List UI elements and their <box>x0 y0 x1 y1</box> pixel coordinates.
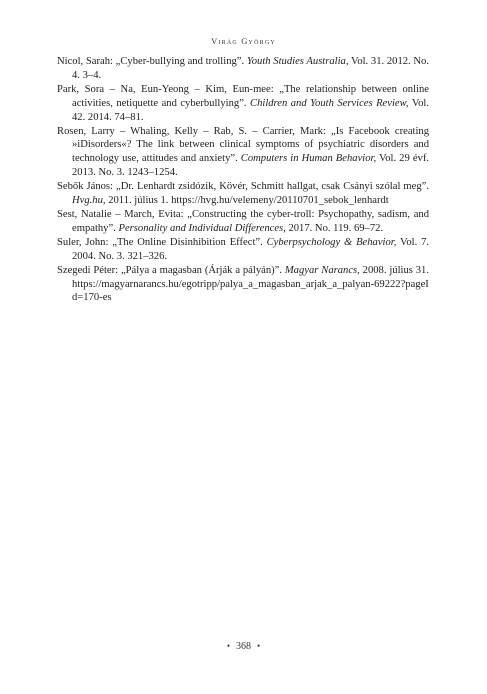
entry-journal: Youth Studies Australia, <box>246 56 349 67</box>
page-number-value: 368 <box>236 641 251 652</box>
page-number <box>0 641 487 652</box>
entry-details: Vol. 42. 2014. 74–81. <box>72 97 429 123</box>
entry-journal: Hvg.hu, <box>72 195 106 207</box>
entry-journal: Children and Youth Services Review, <box>250 97 409 109</box>
entry-details: 2011. július 1. https://hvg.hu/velemeny/20110701_sebok_lenhardt <box>105 195 389 207</box>
entry-text: Rosen, Larry – Whaling, Kelly – Rab, S. – Carrier, Mark: „Is Facebook creating »iDisorders«? The link between clinical symptoms of psychiatric disorders and technology use, attitudes and anxiety”. <box>57 125 429 165</box>
entry-text: Park, Sora – Na, Eun-Yeong – Kim, Eun-mee: „The relationship between online activities, netiquette and cyberbullying”. <box>57 83 429 109</box>
entry-text: Sest, Natalie – March, Evita: „Constructing the cyber-troll: Psychopathy, sadism, and empathy”. <box>57 208 429 234</box>
bibliography-entry-sebok <box>57 180 429 208</box>
bibliography-entry-park <box>57 83 429 125</box>
entry-details: Vol. 7. 2004. No. 3. 321–326. <box>72 236 430 262</box>
entry-details: Vol. 31. 2012. No. 4. 3–4. <box>72 56 429 81</box>
entry-journal: Computers in Human Behavior, <box>240 153 377 165</box>
bibliography-entry-rosen <box>57 125 429 181</box>
entry-text: Szegedi Péter: „Pálya a magasban (Árják a pályán)”. <box>57 264 285 276</box>
entry-details: 2008. július 31. https://magyarnarancs.hu/egotripp/palya_a_magasban_arjak_a_palyan-69222?pageId=170-es <box>72 264 429 304</box>
bullet-ornament-right: • <box>257 641 261 651</box>
bibliography-entry-sest <box>57 208 429 236</box>
entry-details: Vol. 29 évf. 2013. No. 3. 1243–1254. <box>72 153 429 179</box>
bibliography-entry-nicol <box>57 55 429 83</box>
running-header-author: Virág György <box>211 36 276 46</box>
entry-text: Nicol, Sarah: „Cyber-bullying and trolling”. <box>57 56 247 67</box>
entry-details: 2017. No. 119. 69–72. <box>285 222 384 234</box>
entry-journal: Magyar Narancs, <box>284 264 360 276</box>
bibliography-list <box>57 55 429 305</box>
entry-text: Sebők János: „Dr. Lenhardt zsidózik, Kövér, Schmitt hallgat, csak Csányi szólal meg”. <box>57 181 429 193</box>
bullet-ornament-left: • <box>226 641 230 651</box>
entry-journal: Cyberpsychology & Behavior, <box>266 236 397 248</box>
entry-text: Suler, John: „The Online Disinhibition Effect”. <box>57 236 267 248</box>
entry-journal: Personality and Individual Differences, <box>118 222 286 234</box>
bibliography-entry-szegedi <box>57 264 429 306</box>
bibliography-entry-suler <box>57 236 429 264</box>
